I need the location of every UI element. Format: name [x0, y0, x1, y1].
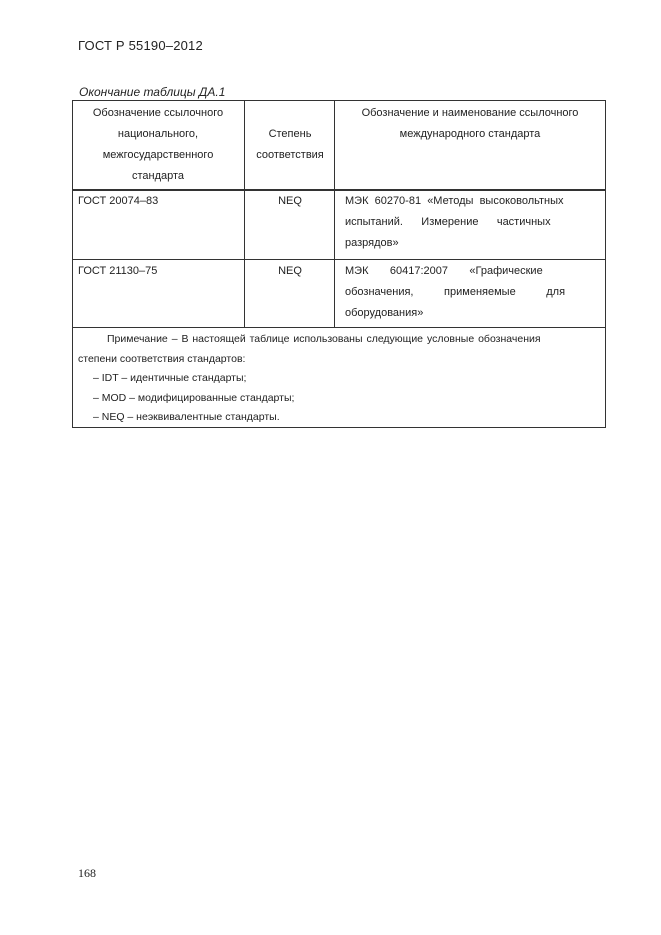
- row1-degree: NEQ: [278, 195, 302, 207]
- row2-international-line: обозначения, применяемые для: [345, 286, 566, 298]
- document-header: ГОСТ Р 55190–2012: [78, 38, 203, 53]
- row2-international-line: МЭК 60417:2007 «Графические: [345, 265, 543, 277]
- header-national-line: Обозначение ссылочного: [92, 107, 224, 119]
- page-number: 168: [78, 866, 96, 880]
- row1-national: ГОСТ 20074–83: [78, 195, 159, 207]
- note-line-1: Примечание – В настоящей таблице использованы следующие условные обозначения: [107, 333, 541, 345]
- header-international-line: Обозначение и наименование ссылочного: [361, 107, 579, 119]
- note-item: – NEQ – неэквивалентные стандарты.: [93, 411, 280, 423]
- row1-international-line: испытаний. Измерение частичных: [345, 216, 551, 228]
- header-national-line: национального,: [117, 128, 199, 140]
- note-divider: [73, 327, 605, 328]
- row-divider: [73, 259, 605, 260]
- row2-international: [345, 261, 601, 324]
- header-compliance-degree: [247, 124, 333, 166]
- reference-table: [72, 100, 606, 428]
- header-national-line: стандарта: [131, 170, 185, 182]
- column-divider-1: [244, 101, 245, 328]
- header-degree-line: Степень: [268, 128, 312, 140]
- table-caption: Окончание таблицы ДА.1: [79, 85, 226, 99]
- header-degree-line: соответствия: [256, 149, 324, 161]
- row2-national: ГОСТ 21130–75: [78, 265, 158, 277]
- header-international-standard: [337, 103, 603, 145]
- note-line-2: степени соответствия стандартов:: [78, 352, 246, 365]
- row2-international-line: оборудования»: [345, 307, 424, 319]
- header-international-line: международного стандарта: [399, 128, 541, 140]
- table-note: [78, 330, 601, 428]
- row1-international-line: МЭК 60270-81 «Методы высоковольтных: [345, 195, 564, 207]
- row1-international-line: разрядов»: [345, 237, 399, 249]
- header-national-line: межгосударственного: [102, 149, 214, 161]
- note-item: – MOD – модифицированные стандарты;: [93, 391, 295, 404]
- row2-degree: NEQ: [278, 265, 302, 277]
- column-divider-2: [334, 101, 335, 328]
- note-item: – IDT – идентичные стандарты;: [93, 372, 247, 384]
- header-national-standard: [75, 103, 241, 187]
- row1-international: [345, 191, 601, 254]
